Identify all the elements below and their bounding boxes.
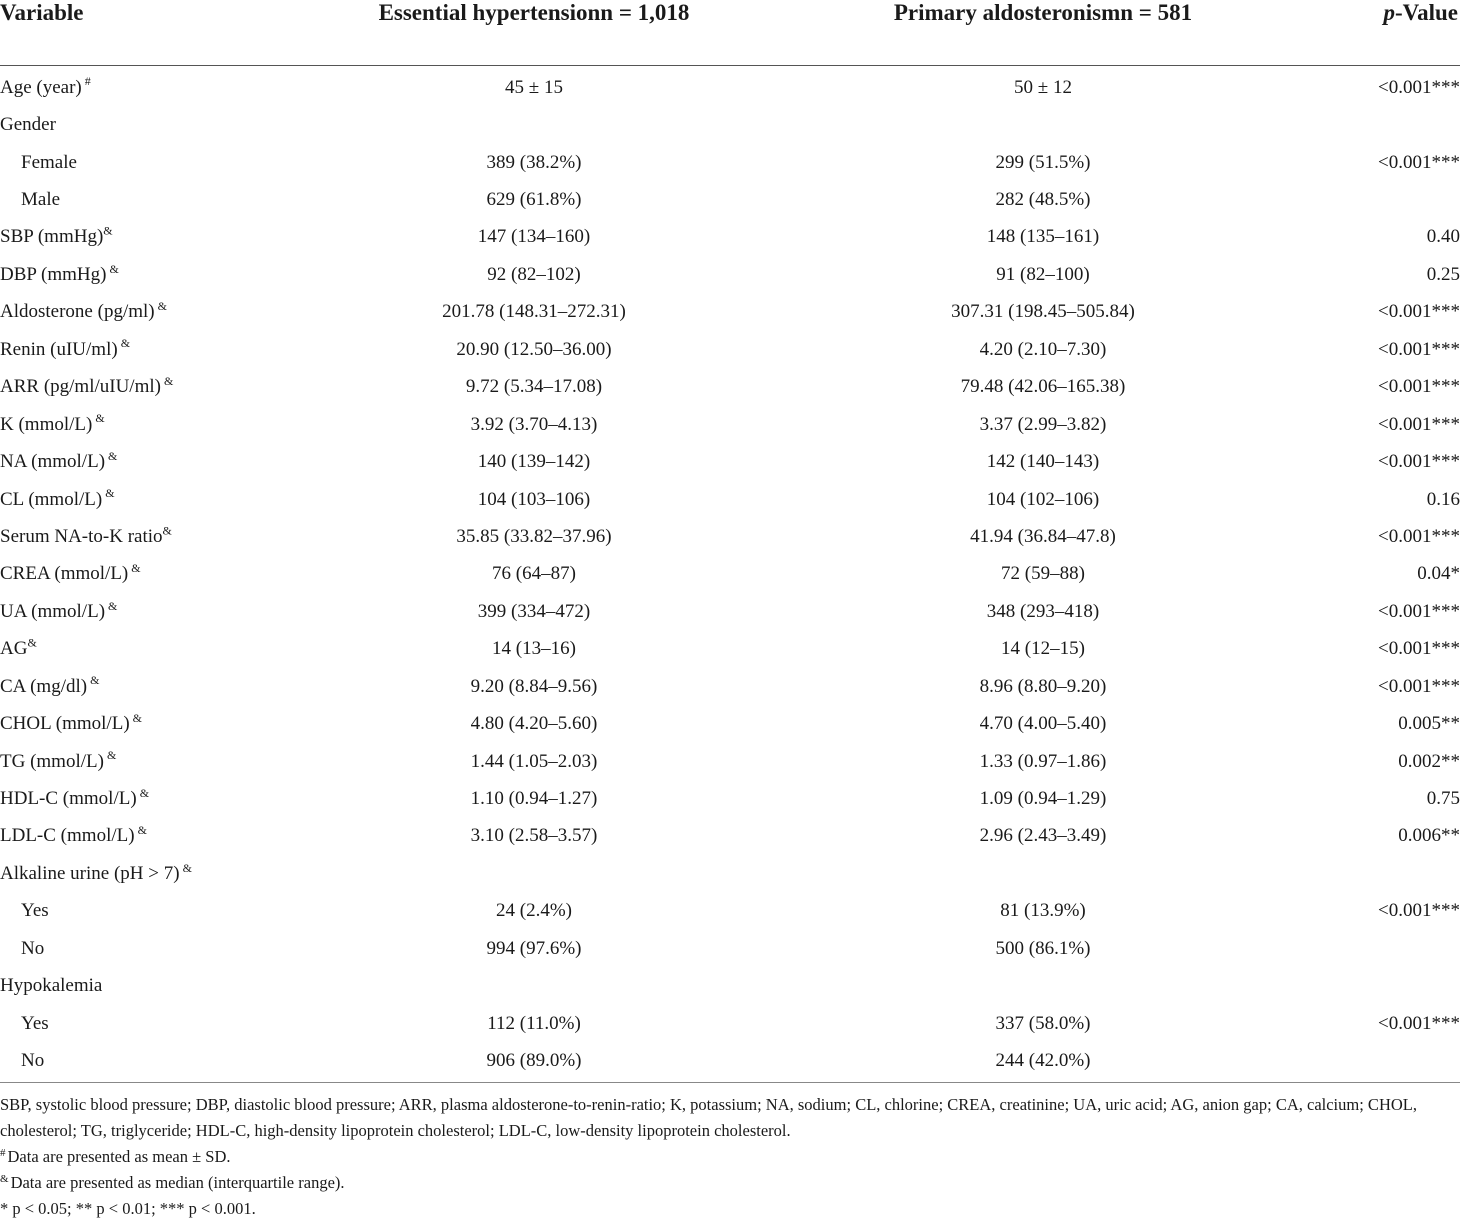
footnote-amp-text: Data are presented as median (interquartile range). <box>10 1173 345 1192</box>
footnote-amp-mark: & <box>0 1172 9 1185</box>
cell-variable <box>0 893 280 930</box>
footnote-mark: & <box>105 486 115 501</box>
cell-p-value: 0.04* <box>1417 563 1460 585</box>
cell-variable <box>0 743 280 780</box>
table-row <box>0 968 1460 1005</box>
cell-variable <box>0 780 280 817</box>
cell-variable <box>0 331 280 368</box>
footnote-mean-sd <box>0 1144 1460 1170</box>
cell-primary-aldosteronism: 41.94 (36.84–47.8) <box>970 525 1116 547</box>
cell-essential-hypertension: 4.80 (4.20–5.60) <box>470 713 598 735</box>
cell-primary-aldosteronism <box>788 855 1298 892</box>
cell-variable <box>0 518 280 555</box>
table-row <box>0 144 1460 181</box>
cell-primary-aldosteronism: 4.70 (4.00–5.40) <box>979 713 1107 735</box>
cell-p-value: <0.001*** <box>1378 1012 1460 1034</box>
cell-primary-aldosteronism: 142 (140–143) <box>986 451 1100 473</box>
cell-primary-aldosteronism <box>788 968 1298 1005</box>
cell-p-value <box>1298 1042 1460 1079</box>
table-row <box>0 1042 1460 1079</box>
cell-primary-aldosteronism: 4.20 (2.10–7.30) <box>979 338 1107 360</box>
footnote-significance: * p < 0.05; ** p < 0.01; *** p < 0.001. <box>0 1199 256 1218</box>
table-row <box>0 256 1460 293</box>
variable-label: Yes <box>21 1012 49 1034</box>
cell-essential-hypertension: 9.72 (5.34–17.08) <box>465 376 603 398</box>
cell-p-value: <0.001*** <box>1378 451 1460 473</box>
cell-p-value: 0.002** <box>1398 750 1460 772</box>
footnote-mark: # <box>84 74 91 89</box>
cell-p-value: <0.001*** <box>1378 638 1460 660</box>
cell-p-value: <0.001*** <box>1378 338 1460 360</box>
variable-label: Male <box>21 189 61 211</box>
cell-primary-aldosteronism: 104 (102–106) <box>986 488 1100 510</box>
cell-variable <box>0 406 280 443</box>
cell-essential-hypertension: 76 (64–87) <box>492 563 576 585</box>
cell-primary-aldosteronism: 3.37 (2.99–3.82) <box>979 413 1107 435</box>
cell-p-value: <0.001*** <box>1378 525 1460 547</box>
variable-label: No <box>21 937 45 959</box>
cell-essential-hypertension: 104 (103–106) <box>477 488 591 510</box>
footnote-hash-mark: # <box>0 1146 6 1159</box>
variable-label: CREA (mmol/L) <box>0 563 129 585</box>
cell-primary-aldosteronism: 91 (82–100) <box>996 263 1090 285</box>
cell-p-value: 0.75 <box>1426 788 1460 810</box>
variable-label: SBP (mmHg) <box>0 226 104 248</box>
footnote-mark: & <box>109 261 119 276</box>
table-row <box>0 106 1460 143</box>
cell-essential-hypertension: 629 (61.8%) <box>486 189 582 211</box>
footnote-mark: & <box>182 860 192 875</box>
table-row <box>0 930 1460 967</box>
cell-variable <box>0 294 280 331</box>
cell-essential-hypertension <box>280 855 788 892</box>
cell-essential-hypertension: 112 (11.0%) <box>487 1012 581 1034</box>
footnote-median-iqr <box>0 1170 1460 1196</box>
variable-label: HDL-C (mmol/L) <box>0 788 137 810</box>
table-row <box>0 294 1460 331</box>
table-footnotes <box>0 1082 1460 1222</box>
variable-label: UA (mmol/L) <box>0 600 106 622</box>
footnote-mark: & <box>90 673 100 688</box>
footnote-mark: & <box>131 561 141 576</box>
footnote-mark: & <box>103 224 113 239</box>
cell-essential-hypertension: 1.44 (1.05–2.03) <box>470 750 598 772</box>
cell-essential-hypertension <box>280 106 788 143</box>
table-row <box>0 556 1460 593</box>
cell-primary-aldosteronism: 337 (58.0%) <box>995 1012 1091 1034</box>
cell-p-value: <0.001*** <box>1378 600 1460 622</box>
cell-essential-hypertension: 92 (82–102) <box>487 263 581 285</box>
cell-primary-aldosteronism: 50 ± 12 <box>1014 76 1072 98</box>
cell-variable <box>0 181 280 218</box>
cell-variable <box>0 369 280 406</box>
footnote-mark: & <box>95 411 105 426</box>
cell-variable <box>0 1042 280 1079</box>
cell-variable <box>0 219 280 256</box>
cell-primary-aldosteronism: 148 (135–161) <box>986 226 1100 248</box>
cell-p-value: <0.001*** <box>1378 76 1460 98</box>
cell-variable <box>0 1005 280 1042</box>
footnote-mark: & <box>106 748 117 763</box>
header-p-italic: p <box>1383 0 1395 25</box>
footnote-mark: & <box>139 785 150 800</box>
cell-p-value: 0.40 <box>1426 226 1460 248</box>
cell-primary-aldosteronism: 500 (86.1%) <box>995 937 1091 959</box>
header-rule <box>0 26 1460 66</box>
cell-essential-hypertension: 147 (134–160) <box>477 226 591 248</box>
table-row <box>0 593 1460 630</box>
cell-primary-aldosteronism: 2.96 (2.43–3.49) <box>979 825 1107 847</box>
table-row <box>0 406 1460 443</box>
cell-p-value: <0.001*** <box>1378 900 1460 922</box>
cell-p-value <box>1298 855 1460 892</box>
cell-primary-aldosteronism: 79.48 (42.06–165.38) <box>960 376 1126 398</box>
variable-label: CA (mg/dl) <box>0 675 88 697</box>
table-row <box>0 818 1460 855</box>
cell-p-value: <0.001*** <box>1378 675 1460 697</box>
cell-primary-aldosteronism: 1.09 (0.94–1.29) <box>979 788 1107 810</box>
footnote-mark: & <box>120 336 131 351</box>
table-row <box>0 855 1460 892</box>
table-body <box>0 66 1460 1080</box>
cell-essential-hypertension: 994 (97.6%) <box>486 937 582 959</box>
cell-p-value <box>1298 930 1460 967</box>
cell-p-value: <0.001*** <box>1378 301 1460 323</box>
footnote-hash-text: Data are presented as mean ± SD. <box>7 1147 231 1166</box>
header-p-rest: -Value <box>1394 0 1458 25</box>
variable-label: Renin (uIU/ml) <box>0 338 118 360</box>
cell-p-value <box>1298 968 1460 1005</box>
cell-primary-aldosteronism: 299 (51.5%) <box>995 151 1091 173</box>
cell-p-value <box>1298 181 1460 218</box>
variable-label: Alkaline urine (pH > 7) <box>0 862 180 884</box>
table-row <box>0 631 1460 668</box>
cell-essential-hypertension: 1.10 (0.94–1.27) <box>470 788 598 810</box>
cell-essential-hypertension <box>280 968 788 1005</box>
cell-primary-aldosteronism <box>788 106 1298 143</box>
cell-primary-aldosteronism: 348 (293–418) <box>986 600 1100 622</box>
variable-label: Female <box>21 151 77 173</box>
header-variable: Variable <box>0 0 84 25</box>
cell-essential-hypertension: 3.10 (2.58–3.57) <box>470 825 598 847</box>
cell-primary-aldosteronism: 81 (13.9%) <box>1000 900 1086 922</box>
cell-primary-aldosteronism: 282 (48.5%) <box>995 189 1091 211</box>
cell-p-value: 0.25 <box>1426 263 1460 285</box>
table-row <box>0 219 1460 256</box>
cell-variable <box>0 668 280 705</box>
cell-variable <box>0 818 280 855</box>
variable-label: ARR (pg/ml/uIU/ml) <box>0 376 161 398</box>
variable-label: TG (mmol/L) <box>0 750 104 772</box>
table-row <box>0 443 1460 480</box>
table-row <box>0 743 1460 780</box>
table-row <box>0 780 1460 817</box>
cell-variable <box>0 443 280 480</box>
cell-essential-hypertension: 389 (38.2%) <box>486 151 582 173</box>
cell-essential-hypertension: 906 (89.0%) <box>486 1050 582 1072</box>
cell-essential-hypertension: 140 (139–142) <box>477 451 591 473</box>
table-row <box>0 705 1460 742</box>
cell-p-value <box>1298 106 1460 143</box>
variable-label: Hypokalemia <box>0 975 103 997</box>
cell-variable <box>0 556 280 593</box>
footnote-abbreviations: SBP, systolic blood pressure; DBP, diastolic blood pressure; ARR, plasma aldosterone-to-renin-ratio; K, potassium; NA, sodium; CL, chlorine; CREA, creatinine; UA, uric acid; AG, anion gap; CA, calcium; CHOL, cholesterol; TG, triglyceride; HDL-C, high-density lipoprotein cholesterol; LDL-C, low-density lipoprotein cholesterol. <box>0 1095 1417 1140</box>
variable-label: Gender <box>0 114 56 136</box>
variable-label: K (mmol/L) <box>0 413 93 435</box>
header-essential-hypertension: Essential hypertensionn = 1,018 <box>378 0 690 25</box>
footnote-mark: & <box>162 523 172 538</box>
table-row <box>0 893 1460 930</box>
cell-primary-aldosteronism: 8.96 (8.80–9.20) <box>979 675 1107 697</box>
header-primary-aldosteronism: Primary aldosteronismn = 581 <box>893 0 1193 25</box>
table-row <box>0 518 1460 555</box>
cell-essential-hypertension: 35.85 (33.82–37.96) <box>456 525 612 547</box>
cell-variable <box>0 855 280 892</box>
cell-variable <box>0 481 280 518</box>
variable-label: No <box>21 1050 45 1072</box>
footnote-mark: & <box>132 710 142 725</box>
variable-label: Yes <box>21 900 49 922</box>
cell-essential-hypertension: 20.90 (12.50–36.00) <box>456 338 612 360</box>
cell-variable <box>0 705 280 742</box>
variable-label: CHOL (mmol/L) <box>0 713 130 735</box>
table-row <box>0 1005 1460 1042</box>
cell-essential-hypertension: 9.20 (8.84–9.56) <box>470 675 598 697</box>
cell-essential-hypertension: 14 (13–16) <box>492 638 576 660</box>
table-row <box>0 181 1460 218</box>
table-row <box>0 668 1460 705</box>
cell-variable <box>0 144 280 181</box>
cell-primary-aldosteronism: 244 (42.0%) <box>995 1050 1091 1072</box>
cell-p-value: 0.005** <box>1398 713 1460 735</box>
header-p-value <box>1298 0 1460 26</box>
footnote-mark: & <box>108 598 118 613</box>
cell-variable <box>0 106 280 143</box>
cell-primary-aldosteronism: 14 (12–15) <box>1001 638 1085 660</box>
cell-essential-hypertension: 45 ± 15 <box>505 76 563 98</box>
cell-variable <box>0 631 280 668</box>
cell-essential-hypertension: 201.78 (148.31–272.31) <box>442 301 626 323</box>
table-row <box>0 481 1460 518</box>
footnote-mark: & <box>163 373 174 388</box>
cell-primary-aldosteronism: 72 (59–88) <box>1001 563 1085 585</box>
cell-p-value: 0.006** <box>1398 825 1460 847</box>
cell-variable <box>0 593 280 630</box>
variable-label: CL (mmol/L) <box>0 488 103 510</box>
cell-p-value: <0.001*** <box>1378 376 1460 398</box>
header-row <box>0 0 1460 26</box>
variable-label: LDL-C (mmol/L) <box>0 825 135 847</box>
footnote-mark: & <box>108 448 118 463</box>
table-row <box>0 331 1460 368</box>
variable-label: Aldosterone (pg/ml) <box>0 301 155 323</box>
cell-essential-hypertension: 399 (334–472) <box>477 600 591 622</box>
cell-p-value: 0.16 <box>1426 488 1460 510</box>
variable-label: Serum NA-to-K ratio <box>0 525 163 547</box>
cell-variable <box>0 66 280 107</box>
cell-essential-hypertension: 24 (2.4%) <box>496 900 572 922</box>
footnote-mark: & <box>27 635 37 650</box>
cell-variable <box>0 256 280 293</box>
variable-label: DBP (mmHg) <box>0 263 107 285</box>
cell-essential-hypertension: 3.92 (3.70–4.13) <box>470 413 598 435</box>
cell-primary-aldosteronism: 1.33 (0.97–1.86) <box>979 750 1107 772</box>
table-row <box>0 66 1460 107</box>
cell-variable <box>0 930 280 967</box>
footnote-mark: & <box>157 299 167 314</box>
variable-label: AG <box>0 638 28 660</box>
footnote-mark: & <box>137 823 147 838</box>
cell-p-value: <0.001*** <box>1378 151 1460 173</box>
variable-label: NA (mmol/L) <box>0 451 106 473</box>
table-row <box>0 369 1460 406</box>
cell-variable <box>0 968 280 1005</box>
cell-p-value: <0.001*** <box>1378 413 1460 435</box>
variable-label: Age (year) <box>0 76 82 98</box>
cell-primary-aldosteronism: 307.31 (198.45–505.84) <box>951 301 1135 323</box>
